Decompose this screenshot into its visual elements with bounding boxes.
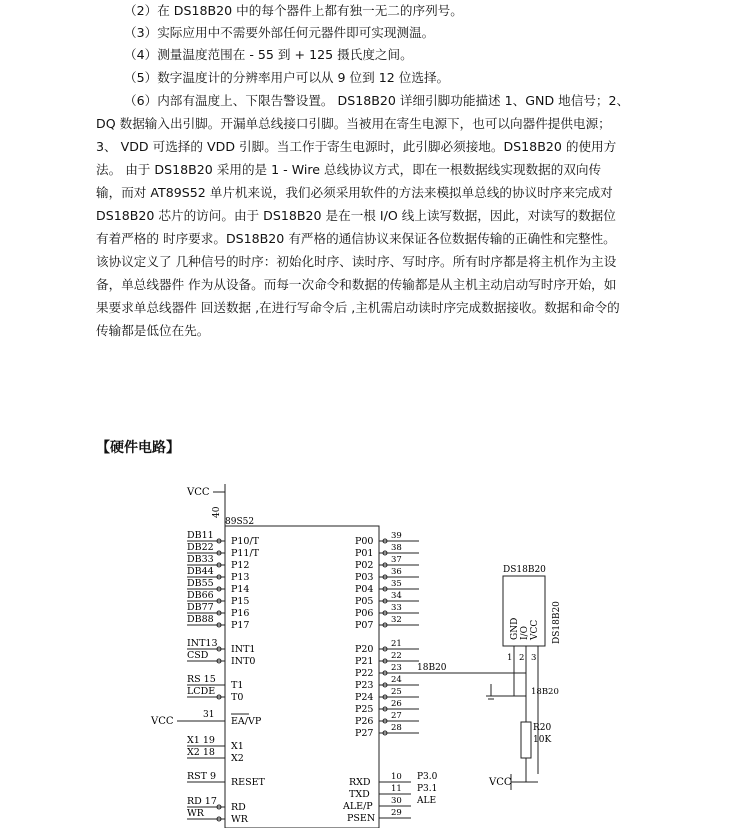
text-line: （3）实际应用中不需要外部任何元器件即可实现测温。 — [124, 25, 435, 40]
net-label: DB11 — [187, 530, 214, 541]
pin-label: RXD — [349, 777, 371, 788]
pin-number: 34 — [391, 591, 402, 601]
pin-label: ALE/P — [343, 801, 373, 812]
net-label-18b20: 18B20 — [417, 663, 447, 673]
text-line: 3、 VDD 可选择的 VDD 引脚。当工作于寄生电源时，此引脚必须接地。DS18B20 的使用方 — [96, 139, 617, 154]
net-label: P3.1 — [417, 784, 438, 794]
net-label: DB33 — [187, 554, 214, 565]
p2-row — [355, 639, 419, 655]
circuit-svg — [121, 474, 625, 828]
timer-pins — [187, 674, 243, 703]
xtal-pins — [187, 735, 244, 764]
sensor-pin-number: 3 — [531, 653, 537, 663]
net-label: DB88 — [187, 614, 214, 625]
pin-label: TXD — [349, 789, 370, 800]
sensor-title: DS18B20 — [503, 565, 546, 575]
net-label: DB55 — [187, 578, 214, 589]
pin-label: P26 — [355, 716, 374, 727]
sensor-pin-io: I/O — [520, 626, 530, 640]
pin-label: P24 — [355, 692, 374, 703]
sensor-pin-number: 2 — [519, 653, 525, 663]
pin-label: INT1 — [231, 644, 256, 655]
text-line: DQ 数据输入出引脚。开漏单总线接口引脚。当被用在寄生电源下，也可以向器件提供电源； — [96, 116, 611, 131]
pin-label: P01 — [355, 548, 374, 559]
pin-label: P22 — [355, 668, 374, 679]
rdwr-pins — [187, 796, 249, 825]
net-label: ALE — [417, 796, 437, 806]
net-label: P3.0 — [417, 772, 438, 782]
text-line: （5）数字温度计的分辨率用户可以从 9 位到 12 位选择。 — [124, 70, 450, 85]
pin-number: 11 — [391, 784, 402, 794]
pin-number: 27 — [391, 711, 402, 721]
text-line: DS18B20 芯片的访问。由于 DS18B20 是在一根 I/O 线上读写数据，因此，对读写的数据位 — [96, 208, 616, 223]
pin-label: X1 — [231, 741, 244, 752]
pullup-resistor — [488, 687, 559, 790]
pin-number: 32 — [391, 615, 402, 625]
pin-number: 29 — [391, 808, 402, 818]
pin-label: P07 — [355, 620, 374, 631]
net-label: DB44 — [187, 566, 214, 577]
pin-label: P25 — [355, 704, 374, 715]
resistor-value: 10K — [533, 735, 552, 745]
pin-label: P10/T — [231, 536, 260, 547]
pin-label: P04 — [355, 584, 374, 595]
sensor-pin-number: 1 — [507, 653, 513, 663]
right-port-p0 — [355, 531, 419, 631]
pin-number: 35 — [391, 579, 402, 589]
pin-label: P14 — [231, 584, 250, 595]
text-line: 备，单总线器件 作为从设备。而每一次命令和数据的传输都是从主机主动启动写时序开始，如 — [96, 277, 617, 292]
net-label: LCDE — [187, 686, 216, 697]
vcc-label: VCC — [489, 777, 512, 788]
pin-label: PSEN — [347, 813, 376, 824]
text-line: 输，而对 AT89S52 单片机来说，我们必须采用软件的方法来模拟单总线的协议时序来完成对 — [96, 185, 613, 200]
pin-number: 24 — [391, 675, 402, 685]
reset-pin — [187, 771, 266, 788]
pin-label: X2 — [231, 753, 244, 764]
circuit-diagram — [121, 474, 625, 828]
mcu-label: 89S52 — [225, 517, 255, 527]
pin-label: P05 — [355, 596, 374, 607]
pin-number: 38 — [391, 543, 402, 553]
text-line: （4）测量温度范围在 - 55 到 + 125 摄氏度之间。 — [124, 47, 413, 62]
pin-label: P02 — [355, 560, 374, 571]
pin-number: 10 — [391, 772, 402, 782]
text-line: 有着严格的 时序要求。DS18B20 有严格的通信协议来保证各位数据传输的正确性和完整性。 — [96, 231, 616, 246]
text-line: 法。 由于 DS18B20 采用的是 1 - Wire 总线协议方式，即在一根数据线实现数据的双向传 — [96, 162, 602, 177]
text-line: 该协议定义了 几种信号的时序：初始化时序、读时序、写时序。所有时序都是将主机作为主设 — [96, 254, 617, 269]
text-line: 果要求单总线器件 回送数据 ,在进行写命令后 ,主机需启动读时序完成数据接收。数据和命令的 — [96, 300, 620, 315]
pin-label: T1 — [231, 680, 244, 691]
sensor-pin-gnd: GND — [510, 617, 520, 640]
p0-row — [355, 531, 419, 547]
int-pins — [187, 638, 255, 667]
pin-label: INT0 — [231, 656, 256, 667]
port3-right — [342, 772, 438, 824]
text-line: （2）在 DS18B20 中的每个器件上都有独一无二的序列号。 — [124, 3, 463, 18]
pin-number: 36 — [391, 567, 402, 577]
net-label-18b20-pin: 18B20 — [531, 687, 559, 697]
net-label: INT13 — [187, 638, 218, 649]
vcc-label: VCC — [151, 716, 174, 727]
text-line: 传输都是低位在先。 — [96, 323, 210, 338]
pin-number: 30 — [391, 796, 402, 806]
pin-number: 21 — [391, 639, 402, 649]
net-label: RD 17 — [187, 796, 217, 807]
net-label: RST 9 — [187, 771, 217, 782]
pin-label: T0 — [231, 692, 244, 703]
pin-number: 23 — [391, 663, 402, 673]
net-label: X2 18 — [187, 747, 215, 758]
pin-label: P16 — [231, 608, 250, 619]
ea-pin — [150, 710, 262, 727]
pin-number: 28 — [391, 723, 402, 733]
pin-label: P13 — [231, 572, 250, 583]
pin-label: P00 — [355, 536, 374, 547]
pin-number: 26 — [391, 699, 402, 709]
pin-number: 33 — [391, 603, 402, 613]
sensor-side-label: DS18B20 — [552, 601, 562, 644]
pin-label: P21 — [355, 656, 374, 667]
pin-label: P11/T — [231, 548, 260, 559]
pin-label: P12 — [231, 560, 250, 571]
pin-label: P06 — [355, 608, 374, 619]
pin-label: P17 — [231, 620, 250, 631]
net-label: X1 19 — [187, 735, 215, 746]
pin-number: 25 — [391, 687, 402, 697]
pin-label: P20 — [355, 644, 374, 655]
pin-label: RD — [231, 802, 246, 813]
net-label: DB77 — [187, 602, 214, 613]
sensor-pin-vcc: VCC — [530, 619, 540, 640]
pin40-label: 40 — [212, 506, 222, 518]
pin-label: RESET — [231, 777, 265, 788]
section-heading: 【硬件电路】 — [96, 440, 180, 456]
left-port-p1 — [187, 530, 260, 631]
pin-label: P03 — [355, 572, 374, 583]
pin-number: 31 — [203, 710, 215, 720]
resistor-name: R20 — [533, 723, 552, 733]
net-label: DB66 — [187, 590, 214, 601]
pin-label: WR — [231, 814, 248, 825]
text-line: （6）内部有温度上、下限告警设置。 DS18B20 详细引脚功能描述 1、GND 地信号；2、 — [124, 93, 630, 108]
net-label: WR — [187, 808, 204, 819]
pin-label: EA/VP — [231, 716, 262, 727]
pin-number: 22 — [391, 651, 402, 661]
net-label: RS 15 — [187, 674, 216, 685]
vcc-label: VCC — [187, 487, 210, 498]
pin-label: P23 — [355, 680, 374, 691]
pin-label: P15 — [231, 596, 250, 607]
pin-number: 39 — [391, 531, 402, 541]
right-port-p2 — [355, 639, 526, 739]
net-label: CSD — [187, 650, 209, 661]
pin-label: P27 — [355, 728, 374, 739]
pin-number: 37 — [391, 555, 402, 565]
net-label: DB22 — [187, 542, 214, 553]
